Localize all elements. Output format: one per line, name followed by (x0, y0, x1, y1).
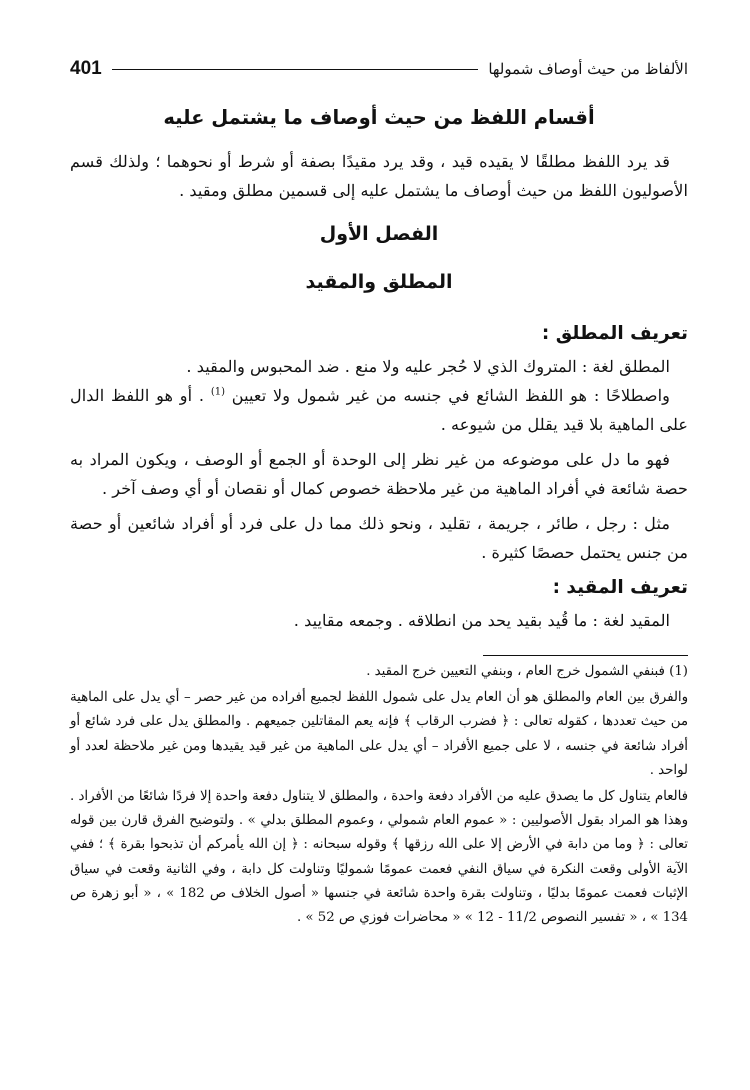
footnote-1-comparison: فالعام يتناول كل ما يصدق عليه من الأفراد دفعة واحدة ، والمطلق لا يتناول دفعة واحدة إلا فردًا شائعًا من الأفراد . وهذا هو المراد بقول الأصوليين : « عموم العام شمولي ، وعموم المطلق بدلي » . ولتوضيح الفرق قارن بين قوله تعالى : ﴿ وما من دابة في الأرض إلا على الله رزقها ﴾ وقوله سبحانه : ﴿ إن الله يأمركم أن تذبحوا بقرة ﴾ ؛ ففي الآية الأولى وقعت النكرة في سياق النفي فعمت عمومًا شموليًا وتناولت كل دابة ، وفي الثانية وقعت في سياق الإثبات فعمت عمومًا بدليًا ، وتناولت بقرة واحدة شائعة في جنسها « أصول الخلاف ص 182 » ، « أبو زهرة ص 134 » ، « تفسير النصوص 11/2 - 12 » « محاضرات فوزي ص 52 » . (70, 789, 688, 926)
footnote-reference: (1) (210, 386, 225, 398)
footnote-1-difference: والفرق بين العام والمطلق هو أن العام يدل على شمول اللفظ لجميع أفراده من غير حصر – أي يدل على الماهية من حيث تعددها ، كقوله تعالى : ﴿ فضرب الرقاب ﴾ فإنه يعم المقاتلين جميعهم . والمطلق يدل على فرد شائع أو أفراد شائعة في جنسه ، لا على جميع الأفراد – أي يدل على الماهية من غير قيد يقيدها ومن غير ملاحظة لعدد أو لواحد . (70, 690, 688, 778)
mutlaq-examples: مثل : رجل ، طائر ، جريمة ، تقليد ، ونحو ذلك مما دل على فرد أو أفراد شائعين أو حصة من جنس يحتمل حصصًا كثيرة . (70, 514, 688, 562)
mutlaq-explanation: فهو ما دل على موضوعه من غير نظر إلى الوحدة أو الجمع أو الوصف ، ويكون المراد به حصة شائعة في أفراد الماهية من غير ملاحظة خصوص كمال أو نقصان أو أي وصف آخر . (70, 450, 688, 498)
page-header (70, 56, 688, 82)
section-title: أقسام اللفظ من حيث أوصاف ما يشتمل عليه (163, 106, 595, 129)
muqayyad-heading: تعريف المقيد : (552, 577, 688, 598)
intro-paragraph: قد يرد اللفظ مطلقًا لا يقيده قيد ، وقد يرد مقيدًا بصفة أو شرط أو نحوهما ؛ ولذلك قسم الأصوليون اللفظ من حيث أوصاف ما يشتمل عليه إلى قسمين مطلق ومقيد . (70, 152, 688, 200)
footnote-1: (1) فبنفي الشمول خرج العام ، وبنفي التعيين خرج المقيد . (366, 664, 688, 679)
footnotes (70, 660, 688, 930)
mutlaq-linguistic-definition: المطلق لغة : المتروك الذي لا حُجر عليه ولا منع . ضد المحبوس والمقيد . (186, 357, 670, 376)
muqayyad-linguistic-definition: المقيد لغة : ما قُيد بقيد يحد من انطلاقه . وجمعه مقاييد . (293, 611, 670, 630)
header-rule (112, 69, 479, 70)
mutlaq-heading: تعريف المطلق : (541, 323, 688, 344)
running-title: الألفاظ من حيث أوصاف شمولها (488, 60, 688, 78)
book-page (70, 56, 688, 930)
footnote-separator (483, 655, 688, 656)
page-number: 401 (70, 58, 102, 79)
mutlaq-technical-definition-text: واصطلاحًا : هو اللفظ الشائع في جنسه من غير شمول ولا تعيين (231, 386, 670, 405)
chapter-heading: الفصل الأول (319, 223, 439, 245)
mutlaq-technical-definition-continued: . أو هو اللفظ الدال على الماهية بلا قيد يقلل من شيوعه . (70, 386, 688, 434)
mutlaq-technical-definition (70, 381, 688, 439)
chapter-subheading: المطلق والمقيد (305, 271, 453, 293)
